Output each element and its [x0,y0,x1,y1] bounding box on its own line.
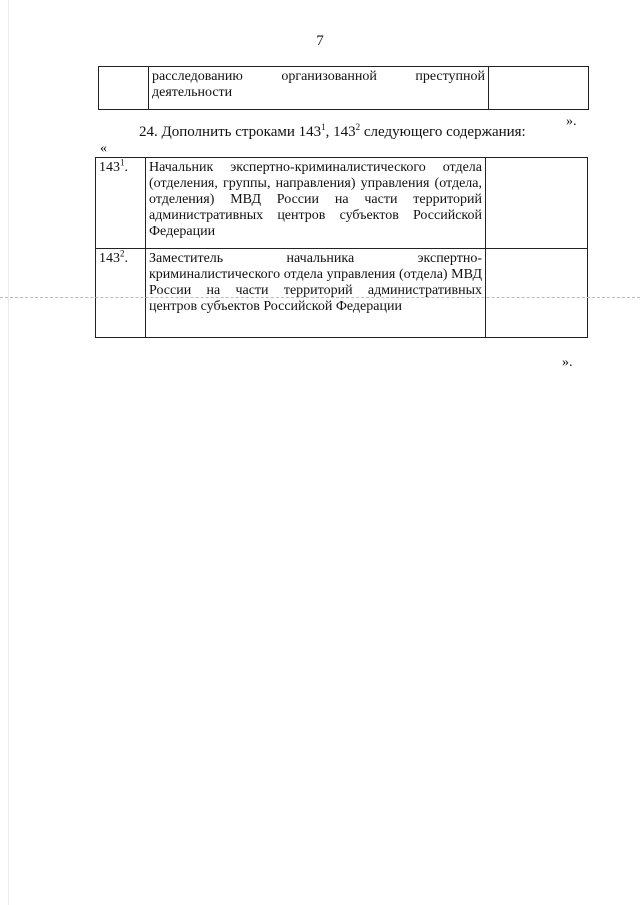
table-cell-position: расследованию организованной преступной деятельности [149,67,489,110]
scan-fold-line [0,297,640,298]
instruction-sup-1: 1 [321,122,326,132]
table-cell-position: Начальник экспертно-криминалистического отдела (отделения, группы, направления) управления (отдела, отделения) МВД России на части территорий административных центров субъектов Российской Федерации [146,158,486,249]
amendment-instruction [139,124,526,141]
table-continuation [98,66,589,110]
row-number: 143 [99,251,120,266]
row-number-suffix: . [124,160,128,175]
instruction-sup-2: 2 [355,122,361,132]
table-row [96,249,588,338]
page-number: 7 [316,33,324,49]
instruction-middle: , 143 [325,124,356,140]
scan-edge-mark [8,0,9,905]
opening-quote: « [100,141,107,156]
closing-quote: ». [562,355,573,370]
table-row [99,67,589,110]
row-number: 143 [99,160,120,175]
table-cell-number [99,67,149,110]
table-cell-position: Заместитель начальника экспертно-криминалистического отдела управления (отдела) МВД России на части территорий административных центров субъектов Российской Федерации [146,249,486,338]
table-new-rows [95,157,588,338]
row-number-sup: 2 [120,248,125,259]
row-number-sup: 1 [120,157,125,168]
table-cell-number [96,249,146,338]
closing-quote: ». [566,114,577,129]
instruction-prefix: 24. Дополнить строками 143 [139,124,322,140]
table-cell-number [96,158,146,249]
table-cell-empty [486,158,588,249]
table-row [96,158,588,249]
row-number-suffix: . [124,251,128,266]
instruction-suffix: следующего содержания: [360,124,526,140]
table-cell-empty [489,67,589,110]
table-cell-empty [486,249,588,338]
